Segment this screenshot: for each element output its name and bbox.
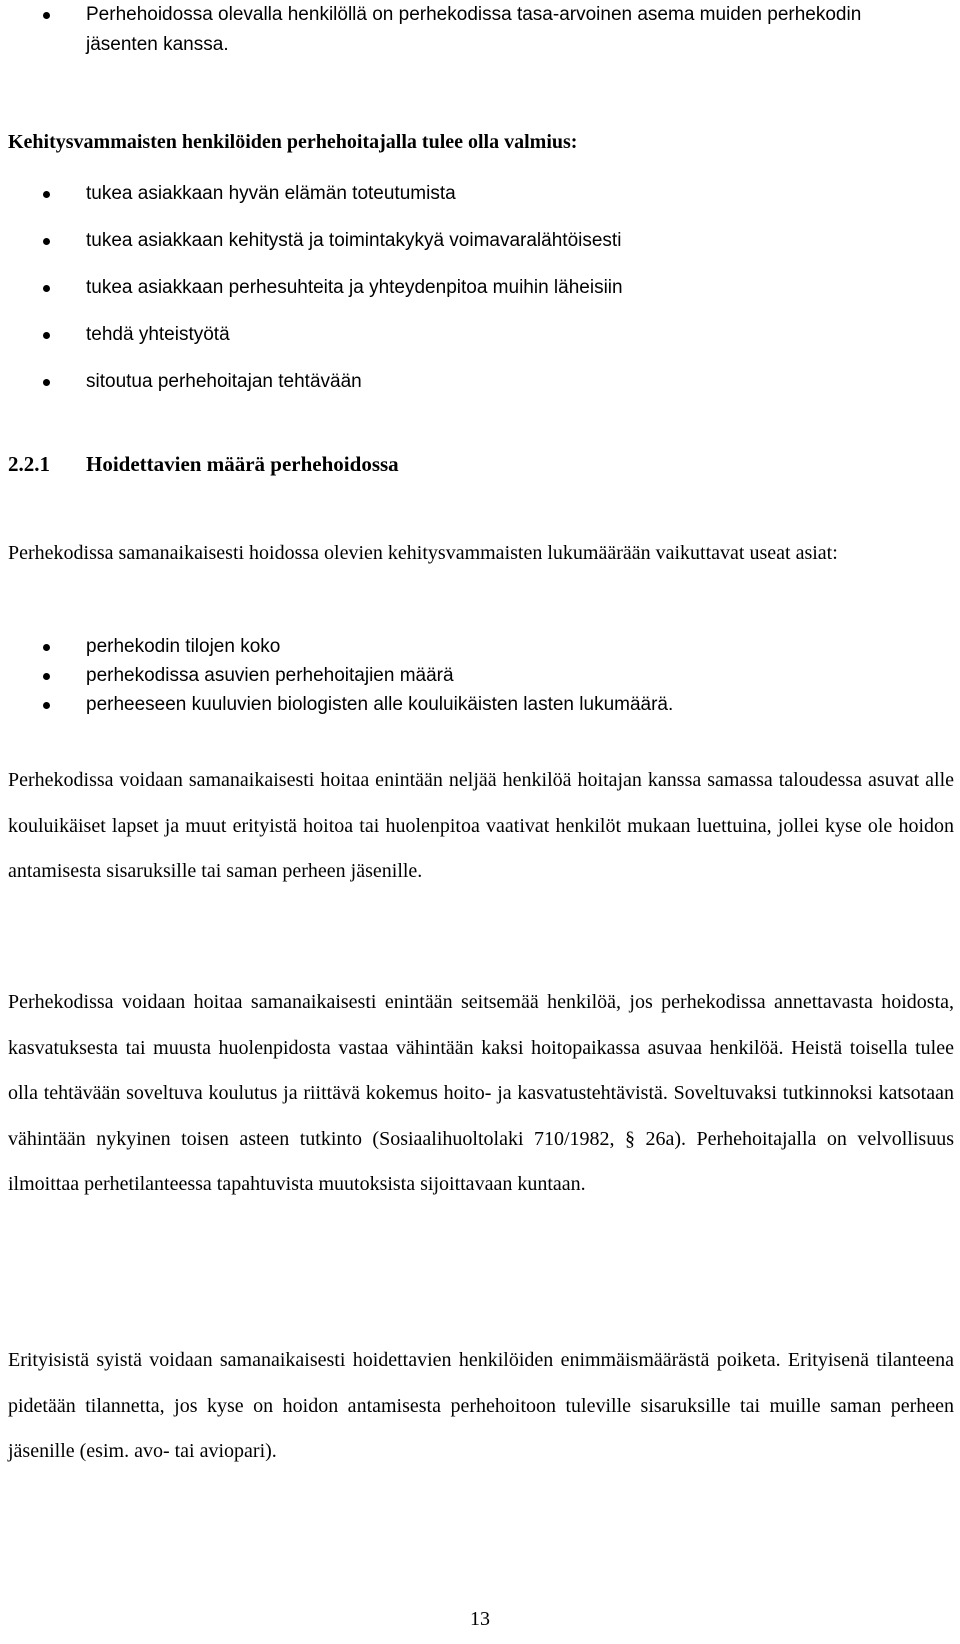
list-item-text: sitoutua perhehoitajan tehtävään (86, 371, 362, 392)
bullet-icon (43, 191, 50, 198)
list-item-text: perhekodin tilojen koko (86, 636, 281, 657)
list-item (0, 690, 955, 719)
bullet-icon (43, 332, 50, 339)
list-item (0, 225, 955, 272)
list-item-text: tukea asiakkaan kehitystä ja toimintakykyä voimavaralähtöisesti (86, 230, 622, 251)
page-number: 13 (470, 1608, 490, 1630)
bullet-icon (43, 379, 50, 386)
list-item (0, 0, 955, 60)
factors-list (0, 632, 955, 719)
list-item (0, 661, 955, 690)
list-item-text: Perhehoidossa olevalla henkilöllä on perhekodissa tasa-arvoinen asema muiden perhekodin jäsenten kanssa. (86, 4, 862, 55)
list-item-text: tukea asiakkaan perhesuhteita ja yhteydenpitoa muihin läheisiin (86, 277, 623, 298)
bullet-icon (43, 702, 50, 709)
bullet-icon (43, 644, 50, 651)
top-bullet-list (0, 0, 955, 60)
list-item (0, 632, 955, 661)
body-paragraph: Perhekodissa voidaan hoitaa samanaikaisesti enintään seitsemää henkilöä, jos perhekodissa annettavasta hoidosta, kasvatuksesta tai muusta huolenpidosta vastaa vähintään kaksi hoitopaikassa asuvaa henkilöä. Heistä toisella tulee olla tehtävään soveltuva koulutus ja riittävä kokemus hoito- ja kasvatustehtävistä. Soveltuvaksi tutkinnoksi katsotaan vähintään nykyinen toisen asteen tutkinto (Sosiaalihuoltolaki 710/1982, § 26a). Perhehoitajalla on velvollisuus ilmoittaa perhetilanteessa tapahtuvista muutoksista sijoittavaan kuntaan. (8, 991, 954, 1195)
bullet-icon (43, 673, 50, 680)
readiness-heading: Kehitysvammaisten henkilöiden perhehoitajalla tulee olla valmius: (8, 131, 578, 153)
section-number: 2.2.1 (8, 452, 50, 476)
readiness-list (0, 178, 955, 413)
list-item-text: perhekodissa asuvien perhehoitajien määrä (86, 665, 454, 686)
intro-paragraph: Perhekodissa samanaikaisesti hoidossa olevien kehitysvammaisten lukumäärään vaikuttavat useat asiat: (8, 542, 838, 564)
list-item (0, 272, 955, 319)
section-title: Hoidettavien määrä perhehoidossa (86, 452, 399, 476)
bullet-icon (43, 12, 50, 19)
list-item-text: perheeseen kuuluvien biologisten alle kouluikäisten lasten lukumäärä. (86, 694, 674, 715)
list-item (0, 178, 955, 225)
bullet-icon (43, 238, 50, 245)
list-item (0, 319, 955, 366)
body-paragraph: Erityisistä syistä voidaan samanaikaisesti hoidettavien henkilöiden enimmäismäärästä poiketa. Erityisenä tilanteena pidetään tilannetta, jos kyse on hoidon antamisesta perhehoitoon tuleville sisaruksille tai muille saman perheen jäsenille (esim. avo- tai aviopari). (8, 1349, 954, 1462)
bullet-icon (43, 285, 50, 292)
section-heading (8, 452, 399, 477)
list-item-text: tukea asiakkaan hyvän elämän toteutumista (86, 183, 456, 204)
list-item-text: tehdä yhteistyötä (86, 324, 230, 345)
list-item (0, 366, 955, 413)
body-paragraph: Perhekodissa voidaan samanaikaisesti hoitaa enintään neljää henkilöä hoitajan kanssa samassa taloudessa asuvat alle kouluikäiset lapset ja muut erityistä hoitoa tai huolenpitoa vaativat henkilöt mukaan luettuina, jollei kyse ole hoidon antamisesta sisaruksille tai saman perheen jäsenille. (8, 769, 954, 882)
